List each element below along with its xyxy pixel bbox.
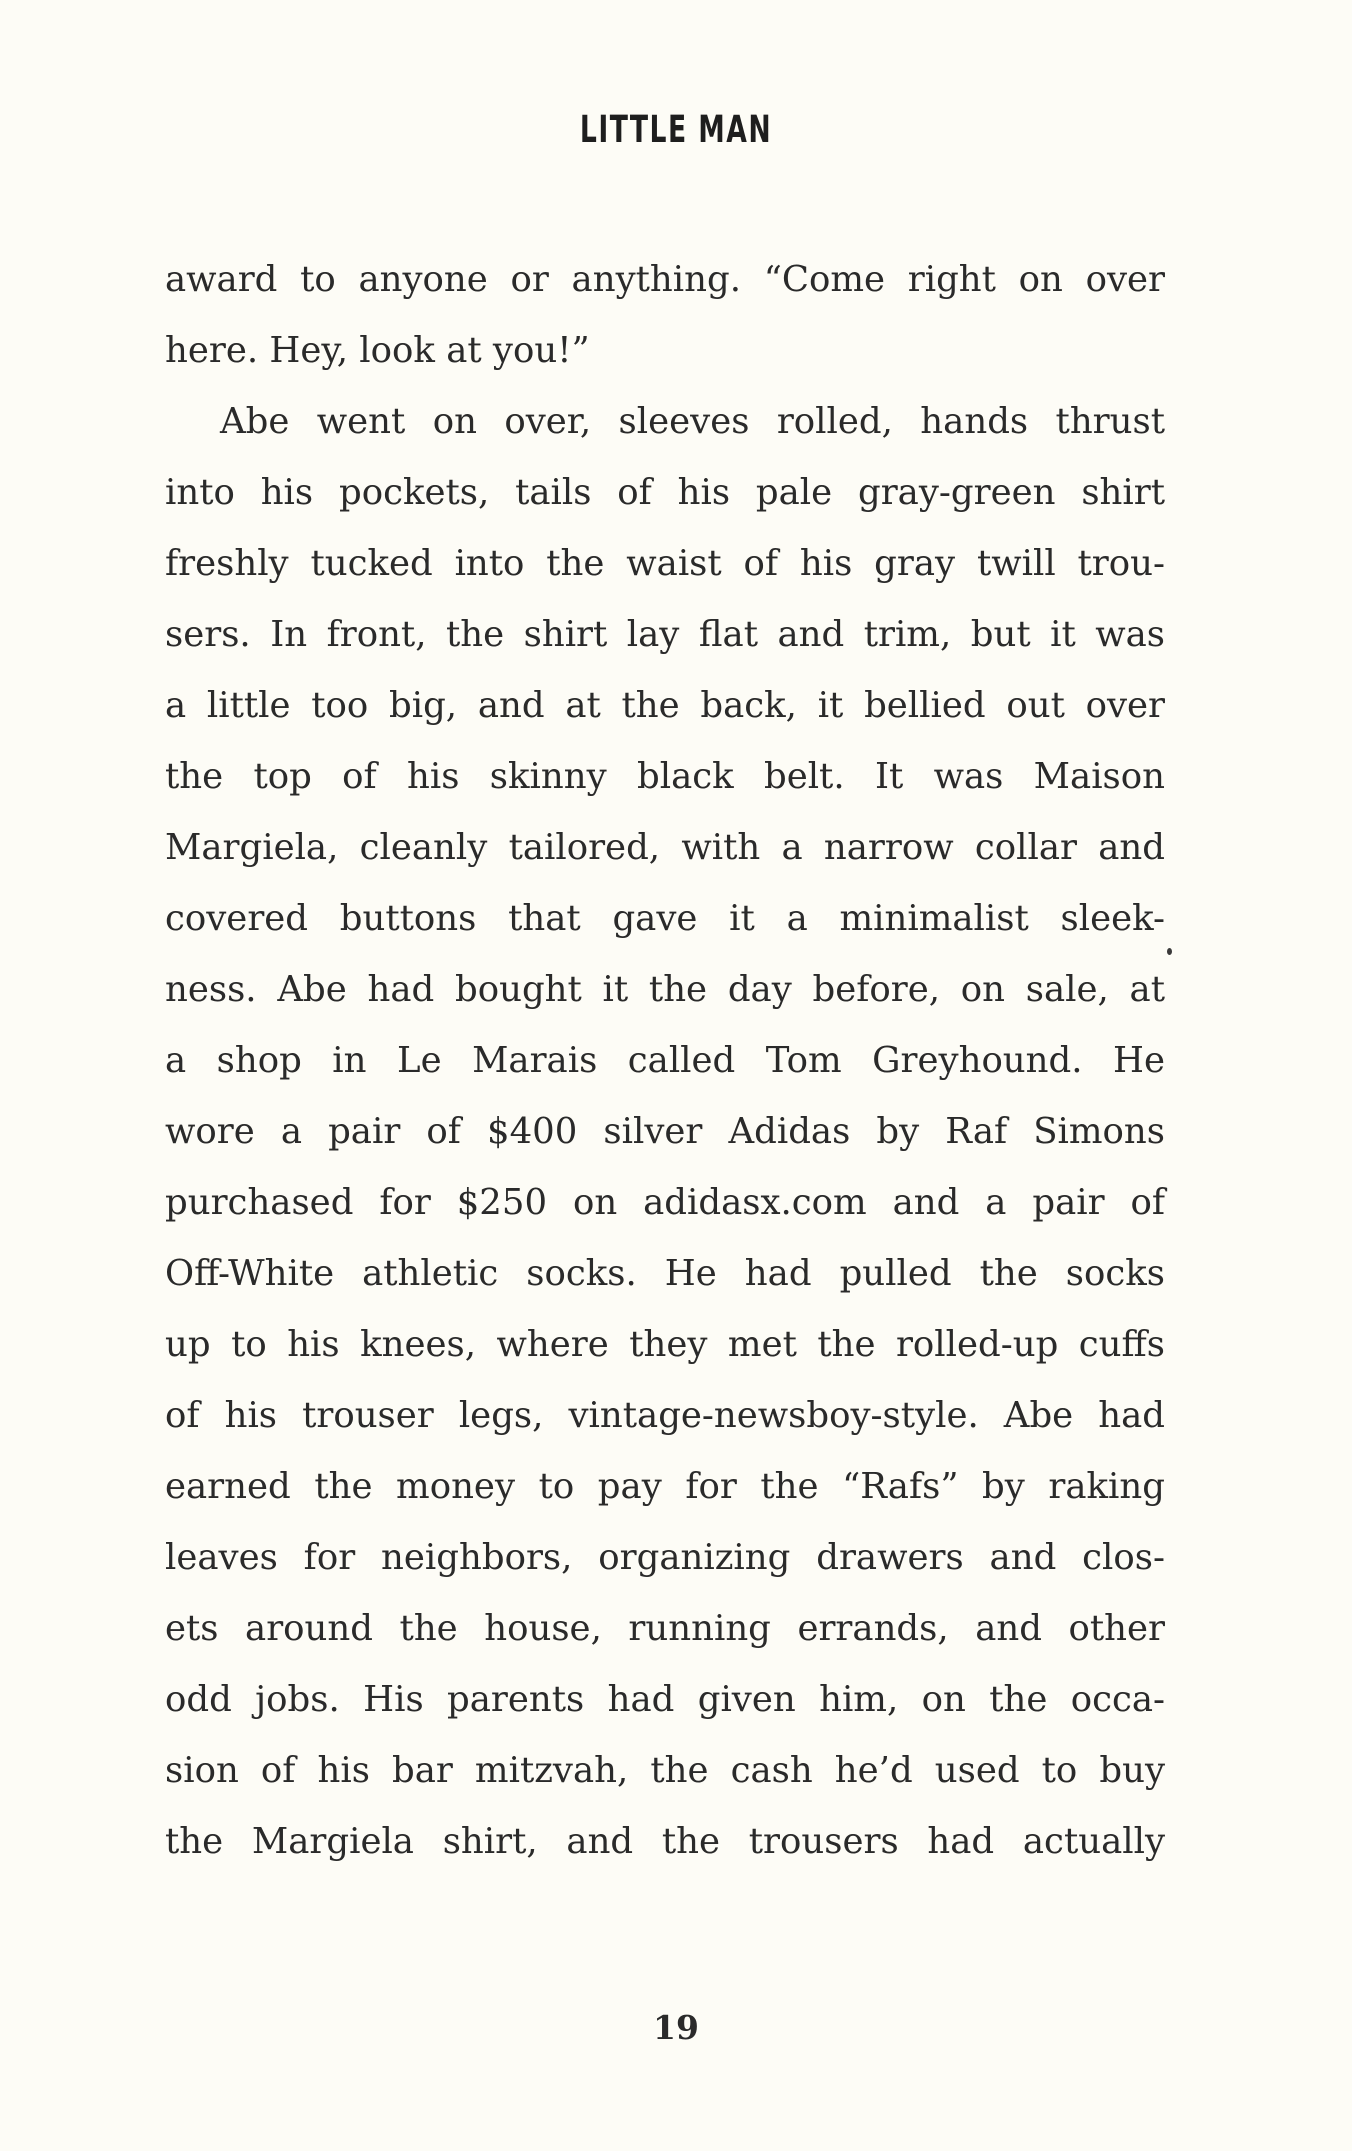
- text-line: purchased for $250 on adidasx.com and a pair of: [165, 1182, 1165, 1223]
- text-line: wore a pair of $400 silver Adidas by Raf Simons: [165, 1111, 1165, 1152]
- text-line: sers. In front, the shirt lay flat and trim, but it was: [165, 614, 1165, 655]
- text-line: earned the money to pay for the “Rafs” by raking: [165, 1466, 1165, 1507]
- text-line: leaves for neighbors, organizing drawers and clos-: [165, 1537, 1165, 1578]
- text-line: award to anyone or anything. “Come right on over: [165, 259, 1165, 300]
- text-line: Margiela, cleanly tailored, with a narrow collar and: [165, 827, 1165, 868]
- text-line: here. Hey, look at you!”: [165, 330, 590, 371]
- text-line: ets around the house, running errands, and other: [165, 1608, 1165, 1649]
- text-line: a shop in Le Marais called Tom Greyhound. He: [165, 1040, 1165, 1081]
- text-line: the Margiela shirt, and the trousers had actually: [165, 1821, 1165, 1862]
- text-line: freshly tucked into the waist of his gray twill trou-: [165, 543, 1165, 584]
- text-line: Abe went on over, sleeves rolled, hands thrust: [220, 401, 1165, 442]
- body-text: [165, 244, 1165, 1877]
- running-head: LITTLE MAN: [579, 108, 773, 151]
- ink-speck: [1167, 948, 1172, 955]
- text-line: Off-White athletic socks. He had pulled the socks: [165, 1253, 1165, 1294]
- text-line: ness. Abe had bought it the day before, on sale, at: [165, 969, 1165, 1010]
- text-line: a little too big, and at the back, it bellied out over: [165, 685, 1165, 726]
- text-line: into his pockets, tails of his pale gray-green shirt: [165, 472, 1165, 513]
- text-line: sion of his bar mitzvah, the cash he’d used to buy: [165, 1750, 1165, 1791]
- text-line: odd jobs. His parents had given him, on the occa-: [165, 1679, 1165, 1720]
- text-line: covered buttons that gave it a minimalist sleek-: [165, 898, 1165, 939]
- text-line: the top of his skinny black belt. It was Maison: [165, 756, 1165, 797]
- text-line: of his trouser legs, vintage-newsboy-style. Abe had: [165, 1395, 1165, 1436]
- text-line: up to his knees, where they met the rolled-up cuffs: [165, 1324, 1165, 1365]
- page-number: 19: [653, 2008, 699, 2047]
